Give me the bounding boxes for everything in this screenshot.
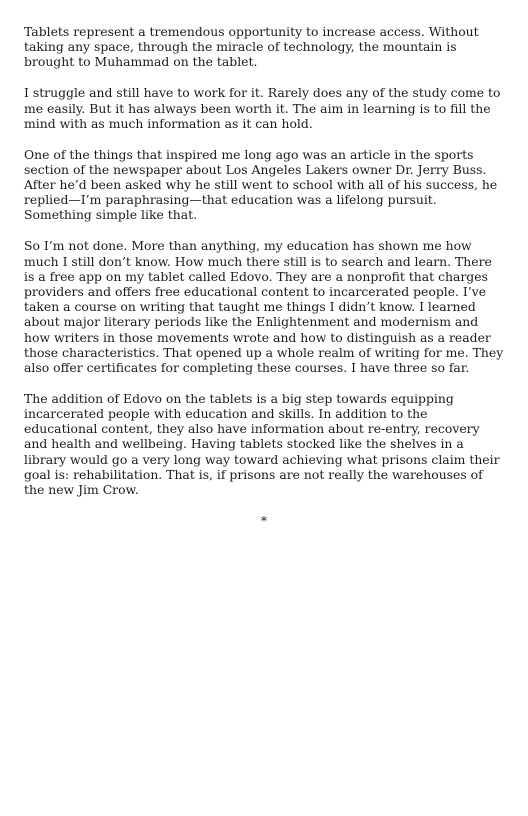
article-body: [24, 24, 504, 528]
paragraph-tablets-access: Tablets represent a tremendous opportunity to increase access. Without taking any space, through the miracle of technology, the mountain is brought to Muhammad on the tablet.: [24, 24, 479, 70]
paragraph-jerry-buss: One of the things that inspired me long ago was an article in the sports section of the newspaper about Los Angeles Lakers owner Dr. Jerry Buss. After he’d been asked why he still went to school with all of his success, he replied—I’m paraphrasing—that education was a lifelong pursuit. Something simple like that.: [24, 146, 498, 223]
section-separator: *: [260, 512, 268, 528]
paragraph-edovo-tablets: The addition of Edovo on the tablets is a big step towards equipping incarcerated people with education and skills. In addition to the educational content, they also have information about re-entry, recovery and health and wellbeing. Having tablets stocked like the shelves in a library would go a very long way toward achieving what prisons claim their goal is: rehabilitation. That is, if prisons are not really the warehouses of the new Jim Crow.: [24, 390, 500, 498]
paragraph-struggle: I struggle and still have to work for it. Rarely does any of the study come to me easily. But it has always been worth it. The aim in learning is to fill the mind with as much information as it can hold.: [24, 85, 501, 131]
paragraph-edovo-app: So I’m not done. More than anything, my education has shown me how much I still don’t know. How much there still is to search and learn. There is a free app on my tablet called Edovo. They are a nonprofit that charges providers and offers free educational content to incarcerated people. I’ve taken a course on writing that taught me things I didn’t know. I learned about major literary periods like the Enlightenment and modernism and how writers in those movements wrote and how to distinguish as a reader those characteristics. That opened up a whole realm of writing for me. They also offer certificates for completing these courses. I have three so far.: [24, 238, 504, 375]
